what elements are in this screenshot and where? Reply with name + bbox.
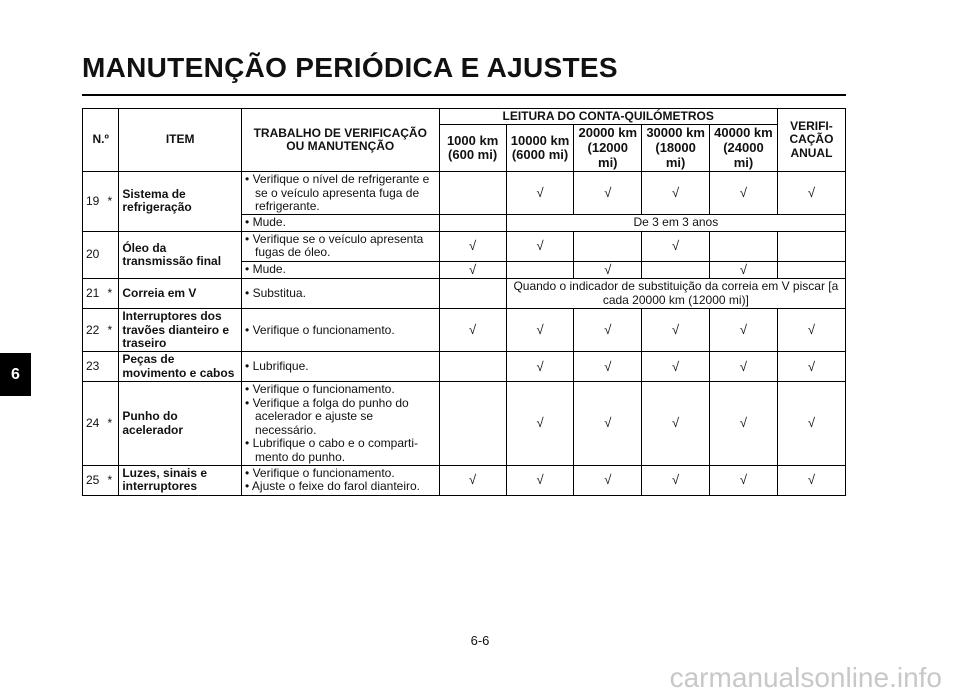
check-mark: √ [574, 309, 642, 352]
check-mark: √ [710, 352, 778, 382]
check-mark: √ [506, 465, 574, 495]
check-cell [777, 231, 845, 261]
row-item: Luzes, sinais e interruptores [119, 465, 242, 495]
row-work: • Mude. [245, 262, 286, 277]
row-work: • Mude. [245, 215, 286, 230]
row-asterisk: * [108, 309, 119, 352]
header-item: ITEM [119, 109, 242, 172]
row-number: 19 [83, 172, 108, 232]
check-mark: √ [574, 172, 642, 215]
watermark: carmanualsonline.info [669, 662, 942, 693]
row-asterisk: * [108, 279, 119, 309]
interval-1: 1000 km (600 mi) [439, 125, 506, 172]
row-asterisk [108, 231, 119, 278]
check-cell [574, 231, 642, 261]
check-mark: √ [439, 231, 506, 261]
header-work: TRABALHO DE VERIFICAÇÃO OU MANUTENÇÃO [242, 109, 439, 172]
table-row [83, 382, 846, 466]
row-number: 23 [83, 352, 108, 382]
row-number: 22 [83, 309, 108, 352]
row-asterisk: * [108, 382, 119, 466]
header-num: N.º [83, 109, 119, 172]
check-mark: √ [710, 261, 778, 279]
header-annual: VERIFI- CAÇÃO ANUAL [777, 109, 845, 172]
check-mark: √ [710, 309, 778, 352]
row-number: 21 [83, 279, 108, 309]
check-cell [777, 261, 845, 279]
row-item: Óleo da transmissão final [119, 231, 242, 278]
check-mark: √ [777, 382, 845, 466]
chapter-tab: 6 [0, 353, 31, 396]
check-mark: √ [439, 309, 506, 352]
check-mark: √ [642, 382, 710, 466]
row-work: • Substitua. [245, 285, 306, 300]
interval-5: 40000 km (24000 mi) [710, 125, 778, 172]
maintenance-table [82, 108, 846, 496]
check-mark: √ [777, 465, 845, 495]
interval-2: 10000 km (6000 mi) [506, 125, 574, 172]
check-cell [439, 352, 506, 382]
check-mark: √ [506, 352, 574, 382]
check-mark: √ [777, 172, 845, 215]
row-work: • Ajuste o feixe do farol dianteiro. [245, 479, 421, 494]
table-row [83, 352, 846, 382]
row-item: Sistema de refrigeração [119, 172, 242, 232]
title-divider [82, 94, 846, 96]
row-asterisk: * [108, 465, 119, 495]
row-number: 25 [83, 465, 108, 495]
check-mark: √ [710, 382, 778, 466]
check-cell [710, 231, 778, 261]
check-mark: √ [506, 231, 574, 261]
row-work: • Lubrifique o cabo e o comparti- mento do punho. [245, 436, 418, 464]
page-title: MANUTENÇÃO PERIÓDICA E AJUSTES [82, 52, 618, 83]
table-row [83, 279, 846, 309]
table-row [83, 231, 846, 261]
row-asterisk: * [108, 172, 119, 232]
row-item: Punho do acelerador [119, 382, 242, 466]
row-work: • Lubrifique. [245, 359, 309, 374]
check-mark: √ [574, 261, 642, 279]
check-mark: √ [574, 352, 642, 382]
row-number: 20 [83, 231, 108, 278]
table-row [83, 172, 846, 215]
check-cell [439, 382, 506, 466]
check-mark: √ [642, 465, 710, 495]
check-mark: √ [506, 382, 574, 466]
check-cell [439, 172, 506, 215]
check-cell [439, 215, 506, 231]
check-cell [506, 261, 574, 279]
check-mark: √ [710, 172, 778, 215]
row-item: Peças de movimento e cabos [119, 352, 242, 382]
check-mark: √ [574, 465, 642, 495]
row-item: Interruptores dos travões dianteiro e traseiro [119, 309, 242, 352]
interval-3: 20000 km (12000 mi) [574, 125, 642, 172]
check-cell [439, 279, 506, 309]
row-work: • Verifique o funcionamento. [245, 322, 395, 337]
check-mark: √ [506, 309, 574, 352]
check-mark: √ [439, 261, 506, 279]
check-mark: √ [777, 309, 845, 352]
page-number: 6-6 [470, 633, 490, 648]
row-number: 24 [83, 382, 108, 466]
span-note: Quando o indicador de substituição da correia em V piscar [a cada 20000 km (12000 mi)] [506, 279, 845, 309]
check-mark: √ [642, 352, 710, 382]
check-mark: √ [642, 172, 710, 215]
row-work: • Verifique se o veículo apresenta fugas de óleo. [245, 231, 424, 260]
table-row [83, 465, 846, 495]
row-work: • Verifique a folga do punho do acelerador e ajuste se necessário. [245, 395, 409, 437]
check-cell [642, 261, 710, 279]
check-mark: √ [439, 465, 506, 495]
row-work: • Verifique o funcionamento. [245, 465, 395, 480]
check-mark: √ [777, 352, 845, 382]
row-work: • Verifique o funcionamento. [245, 382, 395, 397]
header-odometer: LEITURA DO CONTA-QUILÓMETROS [439, 109, 777, 125]
row-item: Correia em V [119, 279, 242, 309]
row-asterisk [108, 352, 119, 382]
span-note: De 3 em 3 anos [506, 215, 845, 231]
table-row [83, 309, 846, 352]
check-mark: √ [710, 465, 778, 495]
row-work: • Verifique o nível de refrigerante e se o veículo apresenta fuga de refrigerante. [245, 172, 430, 213]
check-mark: √ [506, 172, 574, 215]
interval-4: 30000 km (18000 mi) [642, 125, 710, 172]
check-mark: √ [642, 231, 710, 261]
check-mark: √ [574, 382, 642, 466]
check-mark: √ [642, 309, 710, 352]
